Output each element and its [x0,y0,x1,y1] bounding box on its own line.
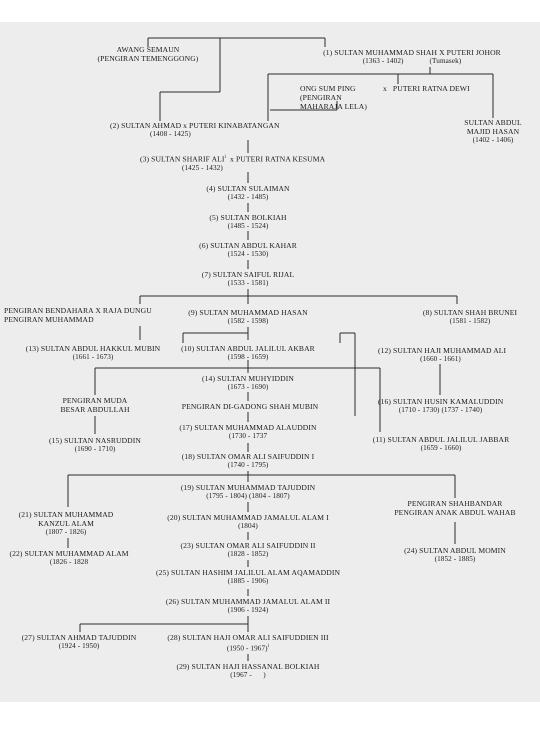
node-sultan-26 [163,597,333,615]
node-sultan-10 [178,344,318,362]
node-reign: (1582 - 1598) [227,317,269,325]
node-title: (PENGIRAN TEMENGGONG) [97,54,199,63]
node-muda-besar [40,396,150,414]
node-reign: (1906 - 1924) [227,606,269,614]
node-shahbandar [390,499,520,517]
node-name: AWANG SEMAUN [116,45,180,54]
node-title: MAHARAJA LELA) [300,102,367,111]
node-reign: (1661 - 1673) [72,353,114,361]
node-reign: (1967 - ) [230,671,266,679]
node-reign: (1826 - 1828 [49,558,89,566]
node-name: (21) SULTAN MUHAMMAD [18,510,114,519]
node-reign: (1432 - 1485) [227,193,269,201]
node-reign: (1807 - 1826) [45,528,87,536]
node-reign: (1740 - 1795) [227,461,269,469]
node-reign: (1730 - 1737 [228,432,268,440]
node-ratna-dewi [383,84,523,93]
node-sultan-12 [378,346,507,364]
node-sultan-29 [163,662,333,680]
node-di-gadong [170,402,330,411]
node-name: BESAR ABDULLAH [60,405,130,414]
node-name: (20) SULTAN MUHAMMAD JAMALUL ALAM I [167,513,329,522]
place-note: (Tumasek) [429,57,462,65]
node-sultan-3 [140,153,400,173]
node-name: PENGIRAN BENDAHARA X RAJA DUNGU [4,306,152,315]
node-name: (19) SULTAN MUHAMMAD TAJUDDIN [180,483,316,492]
node-ong-sum-ping [300,84,378,111]
node-name: (14) SULTAN MUHYIDDIN [202,374,294,383]
node-name: (28) SULTAN HAJI OMAR ALI SAIFUDDIEN III [167,633,329,642]
node-reign: (1524 - 1530) [227,250,269,258]
node-sultan-7 [168,270,328,288]
node-sultan-24 [395,546,515,564]
node-name: PENGIRAN ANAK ABDUL WAHAB [394,508,516,517]
marriage-mark: x [383,84,387,93]
node-name: (17) SULTAN MUHAMMAD ALAUDDIN [179,423,317,432]
node-sultan-21 [6,510,126,537]
node-name: (5) SULTAN BOLKIAH [209,213,287,222]
node-name: SULTAN ABDUL [464,118,522,127]
node-title: (PENGIRAN [300,93,342,102]
node-reign: (1710 - 1730) (1737 - 1740) [398,406,483,414]
footnote-mark: i [224,155,227,160]
node-name: (25) SULTAN HASHIM JALILUL ALAM AQAMADDIN [155,568,341,577]
node-sultan-4 [168,184,328,202]
node-name: (1) SULTAN MUHAMMAD SHAH X PUTERI JOHOR [323,48,501,57]
node-reign: (1828 - 1852) [227,550,269,558]
node-name [140,153,400,164]
node-name: (11) SULTAN ABDUL JALILUL JABBAR [372,435,510,444]
node-reign: (1924 - 1950) [58,642,100,650]
node-reign: (1402 - 1406) [472,136,514,144]
node-name: PENGIRAN MUDA [62,396,128,405]
node-reign: (1673 - 1690) [227,383,269,391]
node-name: (2) SULTAN AHMAD x PUTERI KINABATANGAN [110,121,280,130]
node-awang-semaun [68,45,228,63]
node-reign [292,57,532,66]
node-sultan-1 [292,48,532,66]
reign-dates: (1363 - 1402) [362,57,404,65]
node-bendahara [4,306,174,324]
node-sultan-14 [188,374,308,392]
node-name: (7) SULTAN SAIFUL RIJAL [201,270,295,279]
node-sultan-9 [168,308,328,326]
node-name: (27) SULTAN AHMAD TAJUDDIN [21,633,137,642]
node-sultan-22 [4,549,134,567]
node-spouse-line [383,84,523,93]
node-reign [160,642,336,653]
node-reign: (1408 - 1425) [150,130,191,138]
node-name: KANZUL ALAM [38,519,94,528]
node-sultan-27 [14,633,144,651]
node-sultan-19 [173,483,323,501]
node-name: (26) SULTAN MUHAMMAD JAMALUL ALAM II [165,597,331,606]
spouse-name: x PUTERI RATNA KESUMA [230,154,326,164]
node-sultan-25 [153,568,343,586]
node-reign: (1485 - 1524) [227,222,269,230]
node-reign: (1804) [238,522,258,530]
node-reign: (1425 - 1432) [182,163,223,172]
node-name: (15) SULTAN NASRUDDIN [49,436,141,445]
node-sultan-6 [168,241,328,259]
node-name: PENGIRAN MUHAMMAD [4,315,94,324]
sultan-name: (3) SULTAN SHARIF ALI [140,154,225,164]
node-name: (24) SULTAN ABDUL MOMIN [404,546,506,555]
node-reign: (1659 - 1660) [420,444,462,452]
node-name: (9) SULTAN MUHAMMAD HASAN [188,308,308,317]
node-name: (22) SULTAN MUHAMMAD ALAM [9,549,129,558]
footnote-mark: i [267,644,270,649]
node-name: (13) SULTAN ABDUL HAKKUL MUBIN [25,344,161,353]
node-reign: (1795 - 1804) (1804 - 1807) [206,492,290,500]
node-reign: (1690 - 1710) [74,445,116,453]
node-name: (4) SULTAN SULAIMAN [206,184,290,193]
node-name: (18) SULTAN OMAR ALI SAIFUDDIN I [181,452,315,461]
node-name: ONG SUM PING [300,84,356,93]
node-sultan-15 [30,436,160,454]
node-reign: (1660 - 1661) [420,355,461,363]
spouse-name: PUTERI RATNA DEWI [392,84,470,93]
node-sultan-8 [405,308,535,326]
node-sultan-11 [366,435,516,453]
node-name: (16) SULTAN HUSIN KAMALUDDIN [378,397,504,406]
node-name: (6) SULTAN ABDUL KAHAR [199,241,297,250]
node-sultan-23 [173,541,323,559]
node-sultan-2 [110,121,300,139]
node-sultan-13 [18,344,168,362]
node-sultan-16 [378,397,503,415]
reign-dates: (1950 - 1967) [226,644,268,653]
node-name: (10) SULTAN ABDUL JALILUL AKBAR [181,344,315,353]
node-sultan-28 [160,633,336,653]
node-name: (8) SULTAN SHAH BRUNEI [422,308,518,317]
node-name: (12) SULTAN HAJI MUHAMMAD ALI [378,346,507,355]
node-name: PENGIRAN SHAHBANDAR [407,499,503,508]
node-abdul-majid [448,118,538,145]
node-reign: (1581 - 1582) [449,317,491,325]
node-name: MAJID HASAN [466,127,520,136]
node-sultan-18 [173,452,323,470]
node-sultan-20 [163,513,333,531]
node-name: (23) SULTAN OMAR ALI SAIFUDDIN II [180,541,316,550]
node-sultan-5 [168,213,328,231]
node-reign: (1598 - 1659) [227,353,269,361]
node-name: PENGIRAN DI-GADONG SHAH MUBIN [181,402,319,411]
node-sultan-17 [173,423,323,441]
node-name: (29) SULTAN HAJI HASSANAL BOLKIAH [176,662,320,671]
node-reign: (1533 - 1581) [227,279,269,287]
node-reign: (1885 - 1906) [227,577,269,585]
node-reign: (1852 - 1885) [434,555,476,563]
